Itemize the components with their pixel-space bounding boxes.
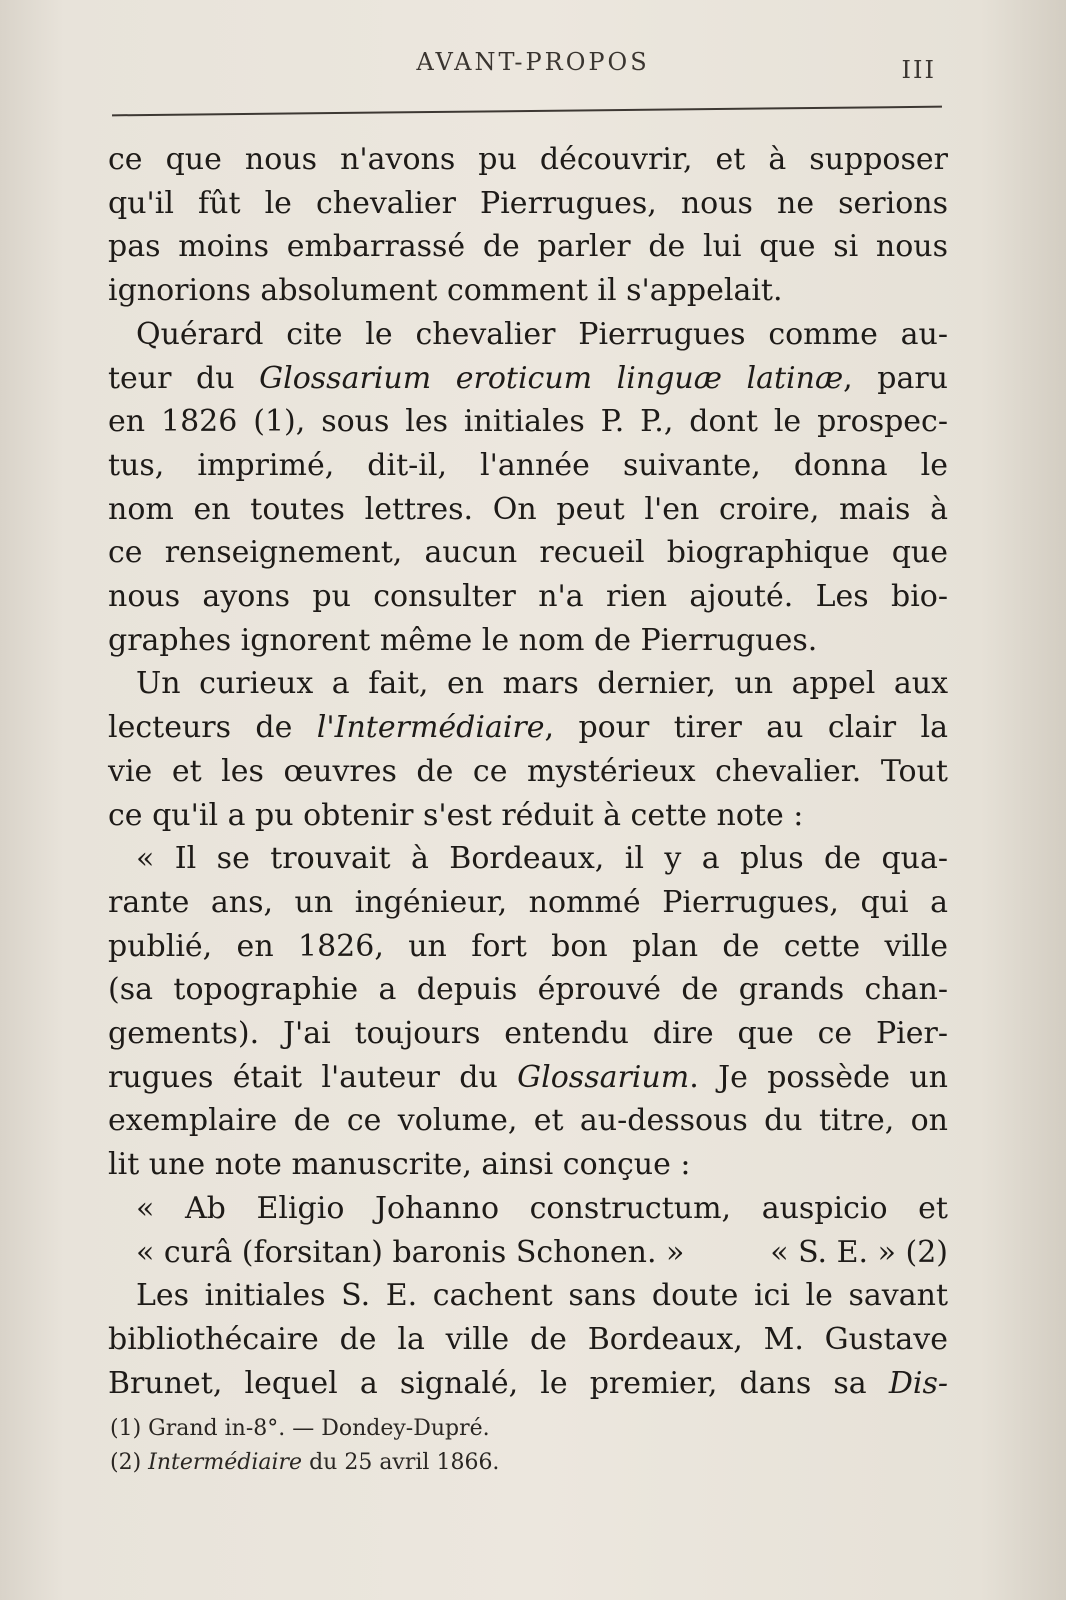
italic-title: Glossarium eroticum linguæ latinæ [259,360,844,396]
footnote-1: (1) Grand in-8°. — Dondey-Dupré. [110,1416,490,1441]
body-text [108,138,948,1405]
italic-title: l'Intermédiaire [316,710,545,746]
text-line: ce que nous n'avons pu découvrir, et à supposer [108,142,948,177]
text-line: bibliothécaire de la ville de Bordeaux, M. Gustave [108,1321,948,1357]
text-line: ce qu'il a pu obtenir s'est réduit à cette note : [108,797,804,833]
text-line: tus, imprimé, dit-il, l'année suivante, donna le [108,447,948,483]
text-line: « Ab Eligio Johanno constructum, auspicio et [136,1190,948,1226]
text-line: exemplaire de ce volume, et au-dessous du titre, on [108,1103,948,1139]
text-line: rugues était l'auteur du Glossarium. Je possède un [108,1059,948,1095]
text-line: pas moins embarrassé de parler de lui que si nous [108,229,948,265]
text-line: ce renseignement, aucun recueil biographique que [108,535,948,571]
text-line: qu'il fût le chevalier Pierrugues, nous ne serions [108,185,948,221]
running-header-title: AVANT-PROPOS [416,48,650,76]
text-line: lit une note manuscrite, ainsi conçue : [108,1147,691,1183]
header-rule [112,106,942,117]
text-line: en 1826 (1), sous les initiales P. P., dont le prospec- [108,404,948,440]
text-line: (sa topographie a depuis éprouvé de grands chan- [108,972,948,1008]
text-line: « curâ (forsitan) baronis Schonen. » « S. E. » (2) [108,1231,948,1275]
text-line: Un curieux a fait, en mars dernier, un appel aux [136,666,948,702]
footnotes [110,1412,499,1480]
text-line: publié, en 1826, un fort bon plan de cette ville [108,928,948,964]
text-line: Quérard cite le chevalier Pierrugues comme au- [136,316,948,352]
italic-word: Dis- [888,1365,948,1401]
page-number: III [901,56,936,84]
text-line: Les initiales S. E. cachent sans doute ici le savant [136,1278,948,1314]
text-line: graphes ignorent même le nom de Pierrugues. [108,622,818,658]
text-line: lecteurs de l'Intermédiaire, pour tirer au clair la [108,710,948,746]
text-line: nous ayons pu consulter n'a rien ajouté. Les bio- [108,579,948,615]
text-line: vie et les œuvres de ce mystérieux chevalier. Tout [108,753,948,789]
signature: « S. E. » (2) [770,1234,948,1270]
text-line: teur du Glossarium eroticum linguæ latinæ, paru [108,360,949,396]
text-line: « Il se trouvait à Bordeaux, il y a plus de qua- [136,841,948,877]
text-line: nom en toutes lettres. On peut l'en croire, mais à [108,491,948,527]
text-line: ignorions absolument comment il s'appelait. [108,273,783,309]
text-line: rante ans, un ingénieur, nommé Pierrugues, qui a [108,884,948,920]
text-line: Brunet, lequel a signalé, le premier, dans sa Dis- [108,1365,948,1401]
text-line: gements). J'ai toujours entendu dire que ce Pier- [108,1016,948,1052]
footnote-2: (2) Intermédiaire du 25 avril 1866. [110,1450,500,1475]
italic-title: Glossarium [517,1059,690,1095]
